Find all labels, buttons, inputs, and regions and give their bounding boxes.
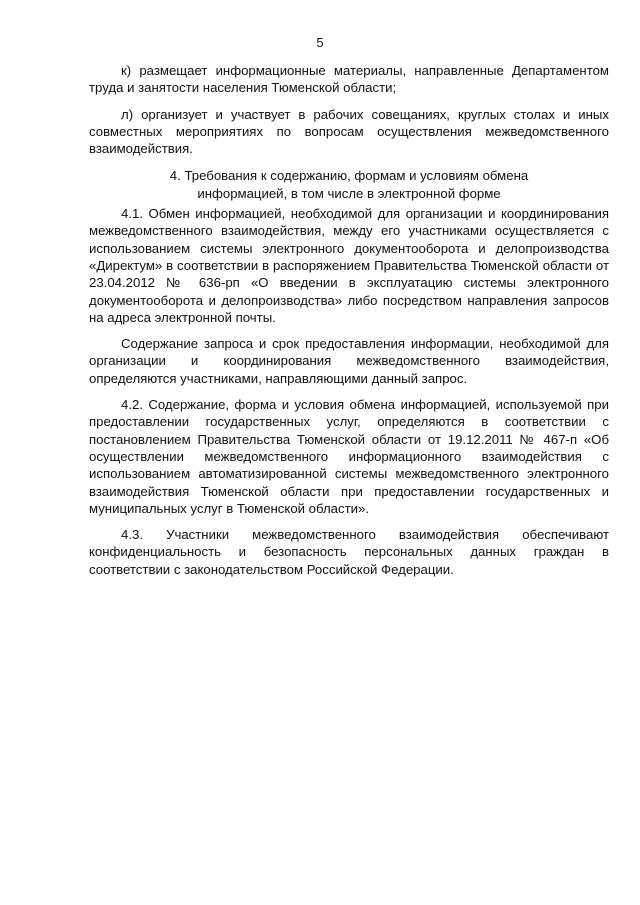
- page-number: 5: [316, 35, 324, 50]
- document-body: [89, 62, 609, 578]
- paragraph-4-1: 4.1. Обмен информацией, необходимой для организации и координирования межведомственного взаимодействия, между его участниками осуществляется с использованием системы электронного документооборота и делопроизводства «Директум» в соответствии в распоряжением Правительства Тюменской области от 23.04.2012 № 636-рп «О введении в эксплуатацию системы электронного документооборота и делопроизводства» либо посредством направления запросов на адреса электронной почты.: [89, 206, 609, 325]
- section-4-heading-line2: информацией, в том числе в электронной форме: [197, 185, 501, 201]
- item-l-paragraph: л) организует и участвует в рабочих совещаниях, круглых столах и иных совместных мероприятиях по вопросам осуществления межведомственного взаимодействия.: [89, 106, 609, 157]
- paragraph-4-3: 4.3. Участники межведомственного взаимодействия обеспечивают конфиденциальность и безопасность персональных данных граждан в соответствии с законодательством Российской Федерации.: [89, 527, 609, 577]
- paragraph-4-1-request: Содержание запроса и срок предоставления информации, необходимой для организации и координирования межведомственного взаимодействия, определяются участниками, направляющими данный запрос.: [89, 336, 609, 386]
- section-4-heading: [89, 167, 609, 202]
- paragraph-4-2: 4.2. Содержание, форма и условия обмена информацией, используемой при предоставлении государственных услуг, определяются в соответствии с постановлением Правительства Тюменской области от 19.12.2011 № 467-п «Об осуществлении межведомственного информационного взаимодействия с использованием автоматизированной системы межведомственного электронного взаимодействия Тюменской области при предоставлении государственных и муниципальных услуг в Тюменской области».: [89, 397, 609, 516]
- item-k-paragraph: к) размещает информационные материалы, направленные Департаментом труда и занятости населения Тюменской области;: [89, 63, 609, 96]
- section-4-heading-line1: 4. Требования к содержанию, формам и условиям обмена: [169, 168, 529, 184]
